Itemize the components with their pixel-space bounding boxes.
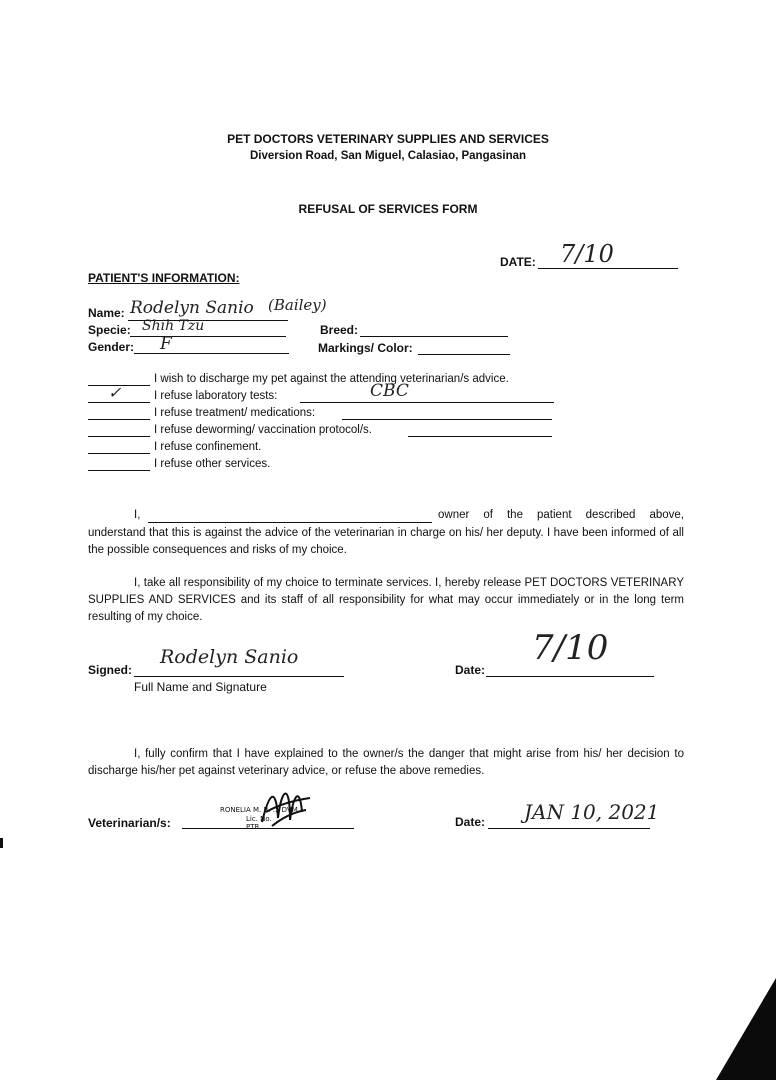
statement2-body: I, take all responsibility of my choice to terminate services. I, hereby release PET DOCTORS VETERINARY SUPPLIES AND SERVICES and its staff of all responsibility for what may occur immediately or in the long term resulting of my choice. xyxy=(88,577,684,623)
specie-value: Shih Tzu xyxy=(142,318,205,334)
option-detail: CBC xyxy=(370,381,409,401)
breed-line xyxy=(360,336,508,337)
statement3-body: I, fully confirm that I have explained to the owner/s the danger that might arise from his/ her decision to discharge his/her pet against veterinary advice, or refuse the above remedies. xyxy=(88,748,684,777)
owner-signature: Rodelyn Sanio xyxy=(160,646,299,668)
vet-date-line xyxy=(488,828,650,829)
form-title: REFUSAL OF SERVICES FORM xyxy=(298,202,478,216)
markings-line xyxy=(418,354,510,355)
statement1-body: understand that this is against the advice of the veterinarian in charge on his/ her deputy. I have been informed of all the possible consequences and risks of my choice. xyxy=(88,527,684,556)
company-name: PET DOCTORS VETERINARY SUPPLIES AND SERVICES xyxy=(227,132,549,146)
owner-date-line xyxy=(486,676,654,677)
vet-date-value: JAN 10, 2021 xyxy=(524,800,660,824)
option-text: I refuse other services. xyxy=(154,458,271,470)
statement1-suffix: owner of the patient described above, xyxy=(438,509,684,521)
option-detail-line xyxy=(342,419,552,420)
vet-signature-scribble xyxy=(256,782,316,832)
gender-value: F xyxy=(160,334,172,354)
specie-line xyxy=(130,336,286,337)
option-blank xyxy=(88,453,150,454)
vet-stamp-name: RONELIA M. B. ... DVM xyxy=(220,806,298,814)
statement1-prefix: I, xyxy=(134,509,141,521)
option-row xyxy=(88,406,568,423)
option-row xyxy=(88,457,568,474)
option-row xyxy=(88,381,568,406)
vet-label: Veterinarian/s: xyxy=(88,816,171,830)
option-row xyxy=(88,423,568,440)
vet-stamp-ptr: PTR xyxy=(246,823,260,831)
signed-label: Signed: xyxy=(88,663,132,677)
name-label: Name: xyxy=(88,306,125,320)
breed-label: Breed: xyxy=(320,323,359,337)
option-text: I wish to discharge my pet against the attending veterinarian/s advice. xyxy=(154,373,509,385)
vet-date-label: Date: xyxy=(455,815,486,829)
option-blank xyxy=(88,419,150,420)
owner-name-line xyxy=(148,522,432,523)
name-value: Rodelyn Sanio xyxy=(130,298,254,318)
date-label: DATE: xyxy=(500,255,536,269)
option-detail-line xyxy=(408,436,552,437)
scan-corner-shadow xyxy=(716,978,776,1080)
gender-line xyxy=(134,353,289,354)
options-list xyxy=(88,372,568,474)
date-line xyxy=(538,268,678,269)
option-row xyxy=(88,440,568,457)
option-text: I refuse treatment/ medications: xyxy=(154,407,316,419)
option-text: I refuse laboratory tests: xyxy=(154,390,278,402)
option-text: I refuse deworming/ vaccination protocol/s. xyxy=(154,424,372,436)
option-blank xyxy=(88,402,150,403)
name-pet: (Bailey) xyxy=(268,296,327,314)
vet-stamp-lic: Lic. No. xyxy=(246,815,272,823)
specie-label: Specie: xyxy=(88,323,131,337)
option-row xyxy=(88,372,568,389)
option-blank xyxy=(88,436,150,437)
signature-line xyxy=(134,676,344,677)
option-blank xyxy=(88,470,150,471)
gender-label: Gender: xyxy=(88,340,135,354)
company-address: Diversion Road, San Miguel, Calasiao, Pangasinan xyxy=(249,150,527,162)
patient-section-title: PATIENT'S INFORMATION: xyxy=(88,271,240,285)
signature-caption: Full Name and Signature xyxy=(134,680,267,694)
markings-label: Markings/ Color: xyxy=(318,341,413,355)
date-value: 7/10 xyxy=(560,240,614,268)
owner-date-value: 7/10 xyxy=(532,628,609,668)
scan-mark xyxy=(0,838,3,848)
owner-date-label: Date: xyxy=(455,663,486,677)
option-detail-line xyxy=(300,402,554,403)
option-text: I refuse confinement. xyxy=(154,441,262,453)
option-mark: ✓ xyxy=(108,383,122,402)
